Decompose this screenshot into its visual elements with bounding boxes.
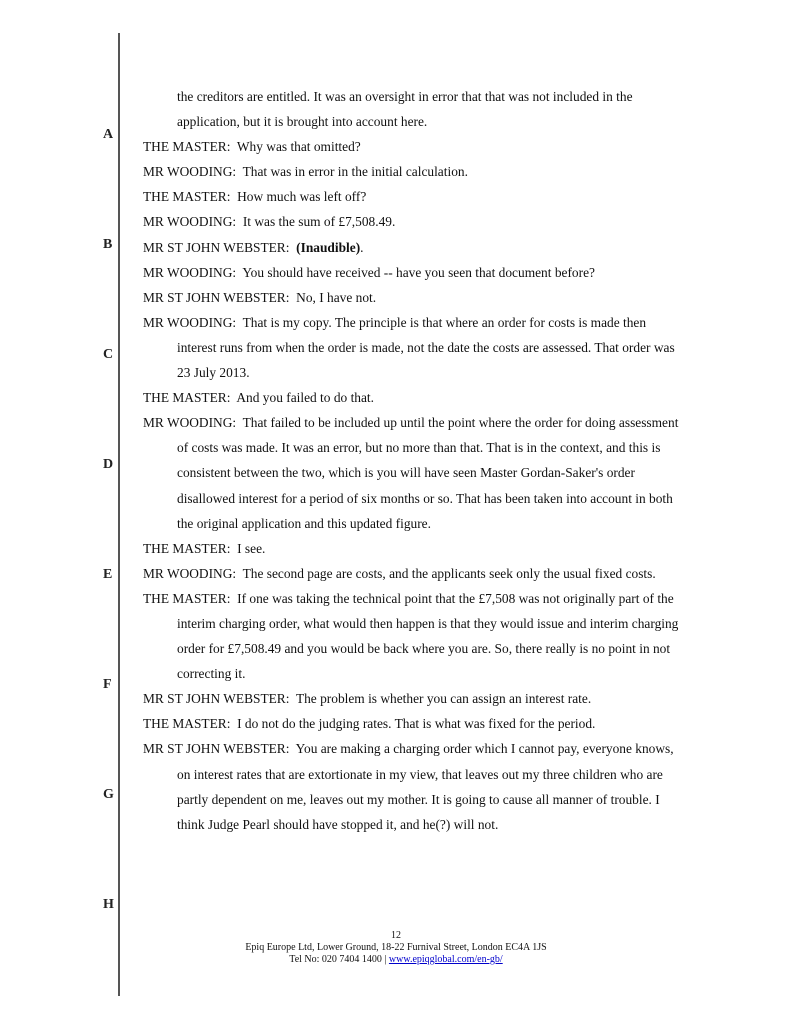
margin-letter-c: C: [103, 347, 114, 362]
speaker-label: MR WOODING:: [143, 415, 237, 431]
transcript-paragraph: [143, 84, 683, 134]
transcript-text: And you failed to do that.: [236, 390, 374, 406]
margin-letter-e: E: [103, 567, 113, 582]
transcript-paragraph: [143, 184, 683, 209]
transcript-text: That was in error in the initial calculation.: [242, 164, 468, 180]
transcript-paragraph: [143, 260, 683, 285]
transcript-text: Why was that omitted?: [236, 139, 361, 155]
transcript-paragraph: [143, 561, 683, 586]
transcript-text: That is my copy. The principle is that where an order for costs is made then interest runs from when the order is made, not the date the costs are assessed. That order was 23 July 2013.: [177, 314, 675, 381]
transcript-paragraph: [143, 235, 683, 260]
transcript-paragraph: [143, 134, 683, 159]
speaker-label: THE MASTER:: [143, 540, 231, 556]
transcript-text: I do not do the judging rates. That is what was fixed for the period.: [237, 716, 596, 732]
speaker-label: THE MASTER:: [143, 390, 231, 406]
transcript-paragraph: [143, 711, 683, 736]
transcript-text: .: [360, 239, 364, 255]
margin-letter-d: D: [103, 457, 114, 472]
speaker-label: MR WOODING:: [143, 264, 237, 280]
transcript-paragraph: [143, 209, 683, 234]
footer-website-link[interactable]: www.epiqglobal.com/en-gb/: [388, 954, 503, 965]
speaker-label: THE MASTER:: [143, 590, 231, 606]
speaker-label: MR ST JOHN WEBSTER:: [143, 289, 290, 305]
speaker-label: THE MASTER:: [143, 716, 231, 732]
speaker-label: MR WOODING:: [143, 565, 237, 581]
margin-letter-f: F: [103, 677, 112, 692]
speaker-label: MR ST JOHN WEBSTER:: [143, 239, 290, 255]
margin-letter-h: H: [103, 897, 114, 912]
transcript-text: No, I have not.: [296, 289, 377, 305]
page-number: 12: [391, 930, 401, 941]
footer-contact: [0, 954, 792, 966]
transcript-text: I see.: [237, 540, 266, 556]
transcript-paragraph: [143, 686, 683, 711]
transcript-body: [143, 84, 683, 837]
transcript-paragraph: [143, 586, 683, 686]
transcript-text: It was the sum of £7,508.49.: [242, 214, 396, 230]
inaudible-marker: (Inaudible): [296, 239, 361, 255]
margin-letter-b: B: [103, 237, 113, 252]
transcript-text: The problem is whether you can assign an interest rate.: [295, 691, 592, 707]
speaker-label: MR WOODING:: [143, 164, 237, 180]
speaker-label: MR ST JOHN WEBSTER:: [143, 691, 290, 707]
footer-telephone: Tel No: 020 7404 1400 |: [289, 954, 389, 965]
transcript-paragraph: [143, 385, 683, 410]
left-margin-rule: [118, 33, 120, 996]
transcript-paragraph: [143, 285, 683, 310]
transcript-text: How much was left off?: [237, 189, 367, 205]
transcript-text: You are making a charging order which I cannot pay, everyone knows, on interest rates that are extortionate in my view, that leaves out my three children who are partly dependent on me, leaves out my mother. It is going to cause all manner of trouble. I think Judge Pearl should have stopped it, and he(?) will not.: [177, 741, 674, 832]
transcript-text: That failed to be included up until the point where the order for doing assessment of costs was made. It was an error, but no more than that. That is in the context, and this is consistent between the two, which is you will have seen Master Gordan-Saker's order disallowed interest for a period of six months or so. That has been taken into account in both the original application and this updated figure.: [177, 415, 679, 531]
transcript-text: If one was taking the technical point that the £7,508 was not originally part of the interim charging order, what would then happen is that they would issue and interim charging order for £7,508.49 and you would be back where you are. So, there really is no point in not correcting it.: [177, 590, 679, 682]
transcript-text: You should have received -- have you seen that document before?: [242, 264, 595, 280]
transcript-paragraph: [143, 410, 683, 535]
speaker-label: MR ST JOHN WEBSTER:: [143, 741, 290, 757]
transcript-text: The second page are costs, and the applicants seek only the usual fixed costs.: [242, 565, 656, 581]
transcript-text: the creditors are entitled. It was an oversight in error that that was not included in the application, but it is brought into account here.: [177, 89, 633, 130]
margin-letter-g: G: [103, 787, 114, 802]
speaker-label: THE MASTER:: [143, 139, 231, 155]
speaker-label: MR WOODING:: [143, 314, 237, 330]
transcript-paragraph: [143, 159, 683, 184]
transcript-paragraph: [143, 310, 683, 385]
transcript-paragraph: [143, 536, 683, 561]
transcript-paragraph: [143, 736, 683, 836]
margin-letter-a: A: [103, 127, 114, 142]
footer-address: Epiq Europe Ltd, Lower Ground, 18-22 Furnival Street, London EC4A 1JS: [245, 942, 547, 953]
speaker-label: THE MASTER:: [143, 189, 231, 205]
speaker-label: MR WOODING:: [143, 214, 237, 230]
